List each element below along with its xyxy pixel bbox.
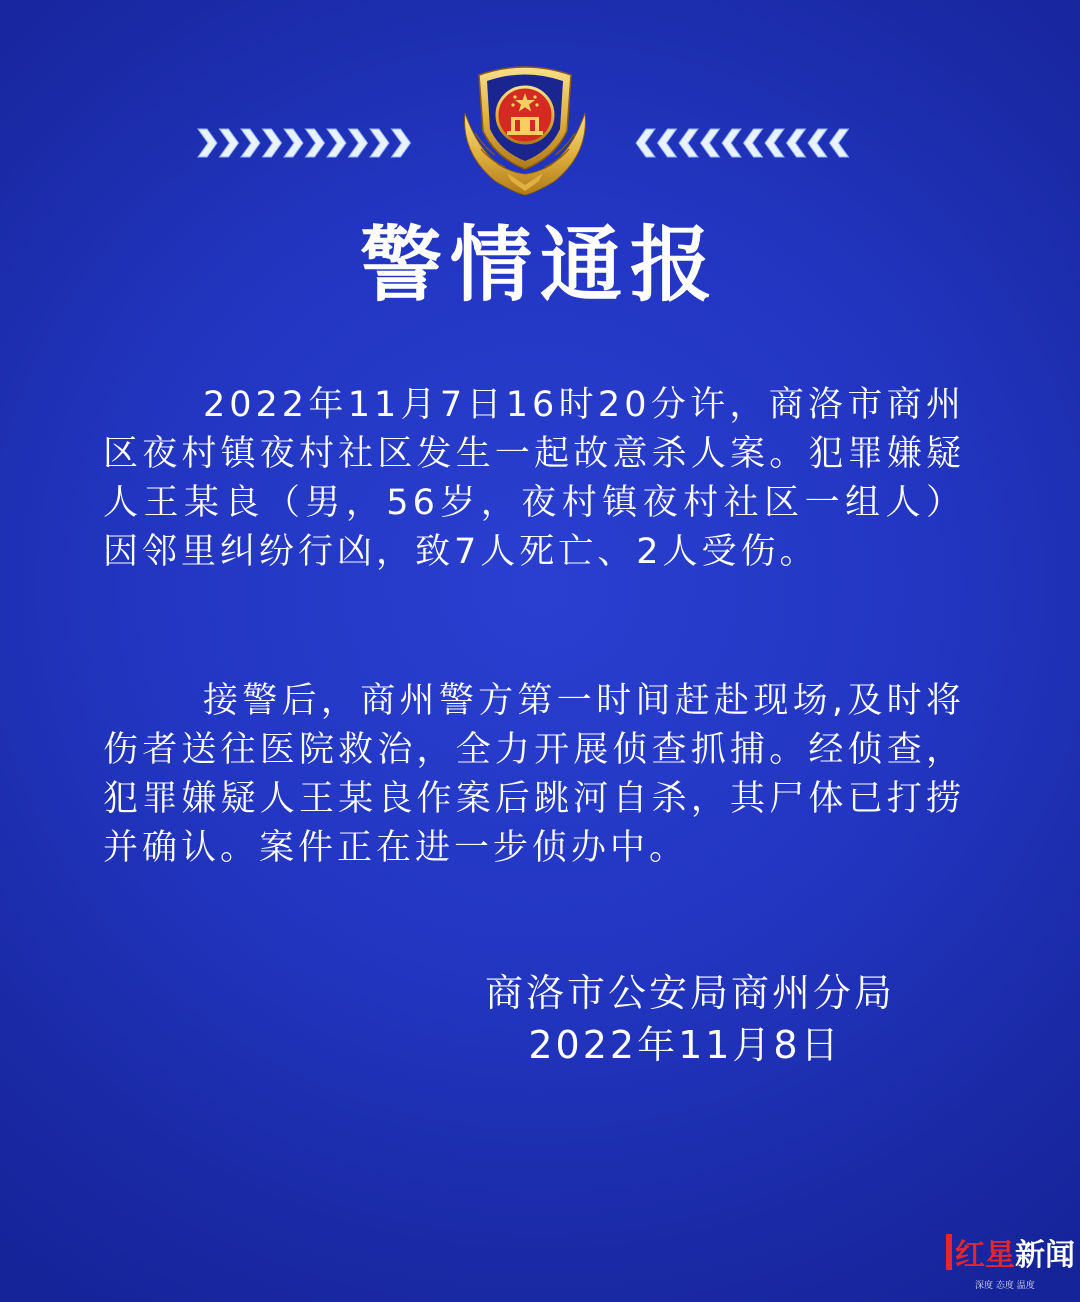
issue-date: 2022年11月8日 [528,1023,842,1067]
chevron-mark [306,129,325,157]
chevron-mark [787,129,806,157]
chevron-mark [241,129,260,157]
chevron-mark [392,129,411,157]
chevron-mark [349,129,368,157]
watermark-brand-white: 新闻 [1015,1238,1075,1273]
watermark-mark-icon [945,1234,955,1270]
chevron-mark [263,129,282,157]
chevron-mark [830,129,849,157]
chevron-mark [658,129,677,157]
chevron-arrows-icon [630,125,860,161]
watermark-tagline: 深度 态度 温度 [975,1281,1035,1291]
chevron-mark [808,129,827,157]
report-paragraph: 接警后，商州警方第一时间赶赴现场,及时将伤者送往医院救治，全力开展侦查抓捕。经侦查，犯罪嫌疑人王某良作案后跳河自杀，其尸体已打捞并确认。案件正在进一步侦办中。 [103,681,965,868]
page-title: 警情通报 [359,217,720,313]
watermark-brand [955,1230,1075,1274]
chevron-mark [370,129,389,157]
issuing-organization: 商洛市公安局商州分局 [484,971,895,1015]
chevron-mark [765,129,784,157]
header [0,25,1080,175]
chevron-mark [284,129,303,157]
report-paragraph: 2022年11月7日16时20分许，商洛市商州区夜村镇夜村社区发生一起故意杀人案。犯罪嫌疑人王某良（男，56岁，夜村镇夜村社区一组人）因邻里纠纷行凶，致7人死亡、2人受伤。 [103,385,965,572]
chevron-mark [679,129,698,157]
chevron-mark [722,129,741,157]
chevron-mark [701,129,720,157]
chevron-arrows-icon [192,125,424,161]
watermark-brand-red: 红星 [955,1238,1015,1273]
chevron-mark [198,129,217,157]
watermark-logo [945,1228,1075,1290]
chevron-mark [327,129,346,157]
chevron-mark [744,129,763,157]
chevron-mark [220,129,239,157]
chevron-mark [636,129,655,157]
police-emblem-icon [455,53,595,198]
